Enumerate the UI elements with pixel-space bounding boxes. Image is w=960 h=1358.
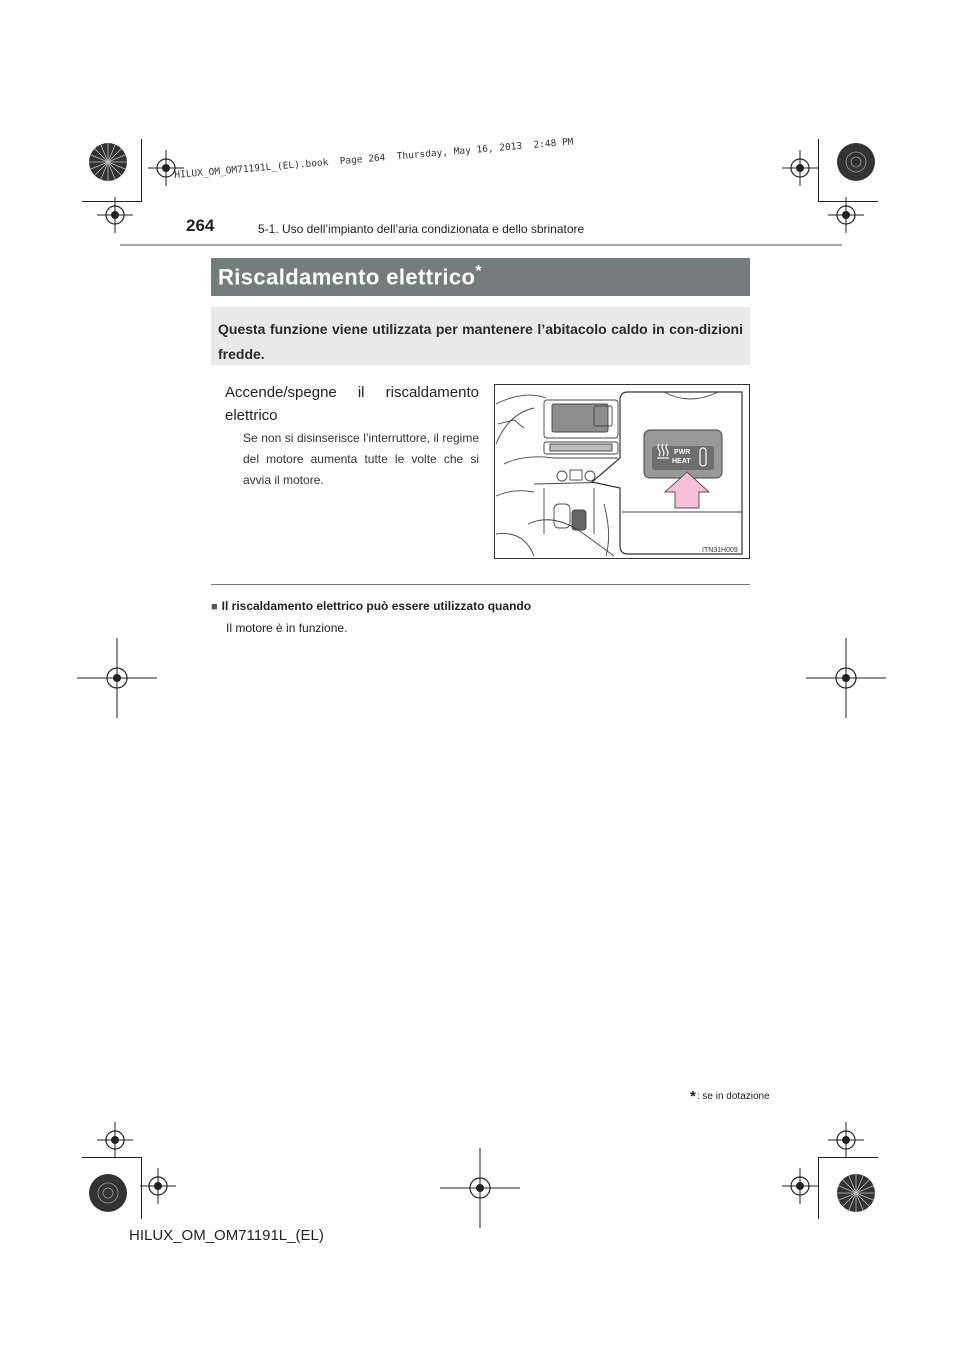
registration-mark-icon	[806, 638, 886, 718]
book-info-line: HILUX_OM_OM71191L_(EL).book Page 264 Thursday, May 16, 2013 2:48 PM	[174, 136, 574, 181]
note-body: Il motore è in funzione.	[226, 621, 348, 635]
starburst-target-icon	[88, 142, 128, 182]
note-heading-text: Il riscaldamento elettrico può essere utilizzato quando	[221, 599, 532, 613]
registration-mark-icon	[828, 197, 864, 233]
registration-mark-icon	[782, 1168, 818, 1204]
starburst-target-icon	[88, 1173, 128, 1213]
optional-equipment-marker: *	[475, 263, 483, 280]
registration-mark-icon	[140, 1168, 176, 1204]
registration-mark-icon	[440, 1148, 520, 1228]
callout-title: Accende/spegne il riscaldamento elettrico	[225, 384, 479, 424]
dashboard-illustration	[494, 384, 750, 559]
notes-divider	[211, 584, 750, 585]
registration-mark-icon	[97, 197, 133, 233]
section-title-text: Riscaldamento elettrico	[218, 264, 476, 290]
registration-mark-icon	[97, 1122, 133, 1158]
registration-mark-icon	[828, 1122, 864, 1158]
intro-text: Questa funzione viene utilizzata per mantenere l’abitacolo caldo in con-dizioni fredde.	[218, 321, 743, 362]
registration-mark-icon	[782, 150, 818, 186]
note-heading	[211, 599, 531, 613]
section-title	[218, 263, 482, 290]
footnote-marker: *	[690, 1088, 696, 1105]
header-divider	[120, 244, 842, 246]
switch-label-heat: HEAT	[672, 458, 691, 465]
footer-code: HILUX_OM_OM71191L_(EL)	[129, 1227, 324, 1244]
registration-mark-icon	[77, 638, 157, 718]
starburst-target-icon	[836, 142, 876, 182]
figure-code: ITN31H009	[702, 547, 738, 554]
chapter-heading: 5-1. Uso dell’impianto dell’aria condizionata e dello sbrinatore	[258, 222, 585, 236]
starburst-target-icon	[836, 1173, 876, 1213]
switch-label-pwr: PWR	[674, 449, 691, 456]
page-number: 264	[186, 216, 215, 235]
footnote-text: : se in dotazione	[696, 1091, 770, 1102]
callout-body: Se non si disinserisce l’interruttore, il regime del motore aumenta tutte le volte che si avvia il motore.	[243, 431, 479, 487]
footnote	[690, 1088, 770, 1105]
note-marker: ■	[211, 601, 218, 613]
